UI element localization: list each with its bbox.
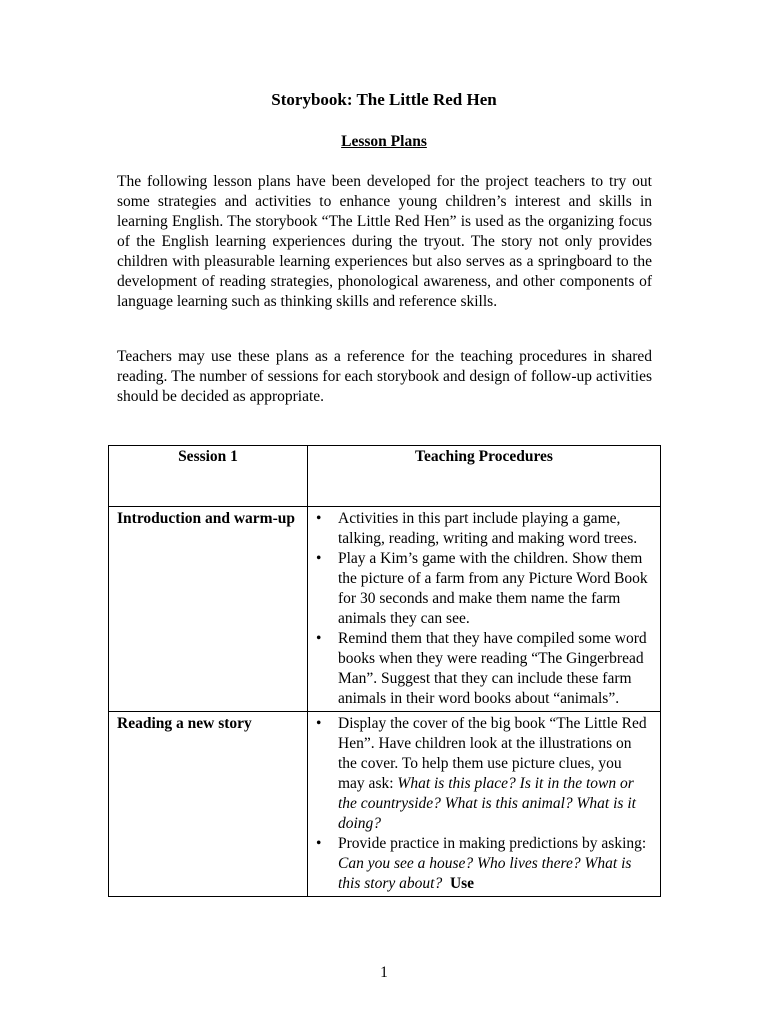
intro-paragraph: The following lesson plans have been developed for the project teachers to try out some strategies and activities to enhance young children’s interest and skills in learning English. The storybook “The Little Red Hen” is used as the organizing focus of the English learning experiences during the tryout. The story not only provides children with pleasurable learning experiences but also serves as a springboard to the development of reading strategies, phonological awareness, and other components of language learning such as thinking skills and reference skills. [117, 173, 652, 310]
row-procedures-reading [308, 712, 661, 897]
list-item: • Activities in this part include playing a game, talking, reading, writing and making word trees. [314, 509, 650, 549]
lesson-table [108, 445, 661, 897]
bullet-text: Display the cover of the big book “The Little Red Hen”. Have children look at the illustrations on the cover. To help them use picture clues, you may ask: [338, 715, 647, 792]
list-item: • Play a Kim’s game with the children. Show them the picture of a farm from any Picture Word Book for 30 seconds and make them name the farm animals they can see. [314, 549, 650, 629]
table-row [109, 507, 661, 712]
table-row [109, 712, 661, 897]
bullet-text: Provide practice in making predictions by asking: [338, 835, 647, 852]
document-subtitle [0, 131, 768, 153]
list-item [314, 834, 650, 894]
subtitle-text: Lesson Plans [341, 133, 427, 150]
list-item: • Remind them that they have compiled some word books when they were reading “The Gingerbread Man”. Suggest that they can include these farm animals in their word books about “animals”. [314, 629, 650, 709]
bullet-italic-questions: What is this place? Is it in the town or the countryside? What is this animal? What is it doing? [338, 775, 636, 832]
table-header-row [109, 446, 661, 507]
row-label-reading: Reading a new story [109, 712, 308, 897]
session-header: Session 1 [109, 446, 308, 507]
list-item [314, 714, 650, 834]
procedures-header: Teaching Procedures [308, 446, 661, 507]
row-procedures-intro [308, 507, 661, 712]
bullet-bold-text: Use [449, 875, 475, 892]
page-number: 1 [380, 964, 388, 981]
document-title: Storybook: The Little Red Hen [271, 90, 497, 109]
usage-paragraph: Teachers may use these plans as a reference for the teaching procedures in shared reading. The number of sessions for each storybook and design of follow-up activities should be decided as appropriate. [117, 348, 652, 405]
bullet-list [314, 714, 650, 894]
bullet-italic-questions: Can you see a house? Who lives there? What is this story about? [338, 855, 632, 892]
bullet-list [314, 509, 650, 709]
row-label-intro: Introduction and warm-up [109, 507, 308, 712]
